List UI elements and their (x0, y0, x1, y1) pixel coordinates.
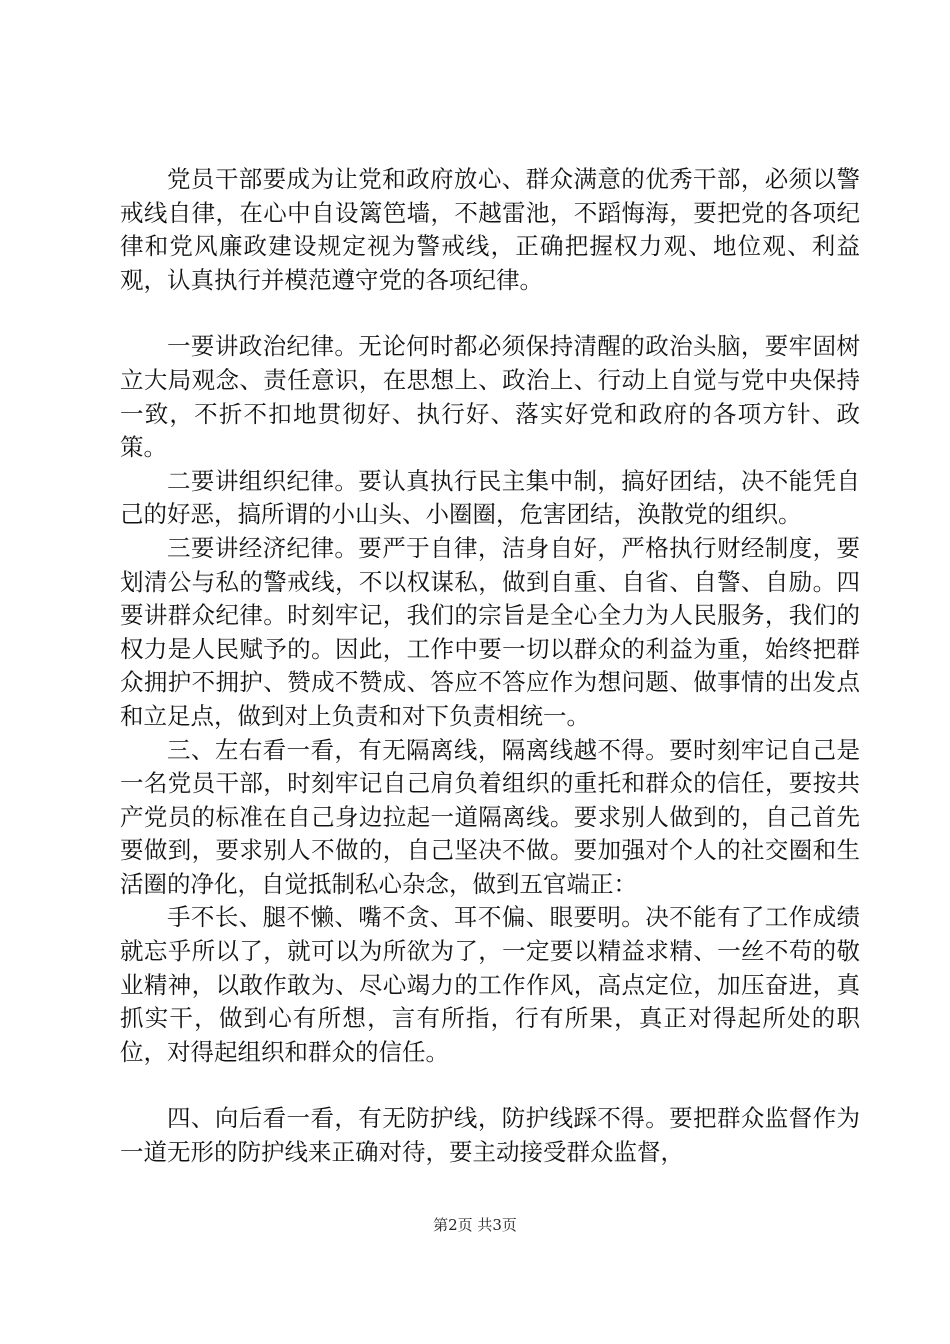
paragraph-five-senses: 手不长、腿不懒、嘴不贪、耳不偏、眼要明。决不能有了工作成绩就忘乎所以了，就可以为所欲为了，一定要以精益求精、一丝不苟的敬业精神，以敢作敢为、尽心竭力的工作作风，高点定位，加压奋进，真抓实干，做到心有所想，言有所指，行有所果，真正对得起所处的职位，对得起组织和群众的信任。 (120, 903, 860, 1066)
page-number: 第2页 共3页 (433, 1216, 517, 1234)
paragraph-organizational-discipline: 二要讲组织纪律。要认真执行民主集中制，搞好团结，决不能凭自己的好恶，搞所谓的小山头、小圈圈，危害团结，涣散党的组织。 (120, 466, 860, 529)
paragraph-intro: 党员干部要成为让党和政府放心、群众满意的优秀干部，必须以警戒线自律，在心中自设篱笆墙，不越雷池，不蹈悔海，要把党的各项纪律和党风廉政建设规定视为警戒线，正确把握权力观、地位观、利益观，认真执行并模范遵守党的各项纪律。 (120, 165, 860, 294)
paragraph-isolation-line: 三、左右看一看，有无隔离线，隔离线越不得。要时刻牢记自己是一名党员干部，时刻牢记自己肩负着组织的重托和群众的信任，要按共产党员的标准在自己身边拉起一道隔离线。要求别人做到的，自己首先要做到，要求别人不做的，自己坚决不做。要加强对个人的社交圈和生活圈的净化，自觉抵制私心杂念，做到五官端正： (120, 735, 860, 898)
body-text (120, 163, 860, 1170)
paragraph-protection-line: 四、向后看一看，有无防护线，防护线踩不得。要把群众监督作为一道无形的防护线来正确对待，要主动接受群众监督， (120, 1104, 860, 1167)
paragraph-economic-discipline: 三要讲经济纪律。要严于自律，洁身自好，严格执行财经制度，要划清公与私的警戒线，不以权谋私，做到自重、自省、自警、自励。四要讲群众纪律。时刻牢记，我们的宗旨是全心全力为人民服务，我们的权力是人民赋予的。因此，工作中要一切以群众的利益为重，始终把群众拥护不拥护、赞成不赞成、答应不答应作为想问题、做事情的出发点和立足点，做到对上负责和对下负责相统一。 (120, 533, 860, 730)
paragraph-political-discipline: 一要讲政治纪律。无论何时都必须保持清醒的政治头脑，要牢固树立大局观念、责任意识，在思想上、政治上、行动上自觉与党中央保持一致，不折不扣地贯彻好、执行好、落实好党和政府的各项方针、政策。 (120, 332, 860, 462)
